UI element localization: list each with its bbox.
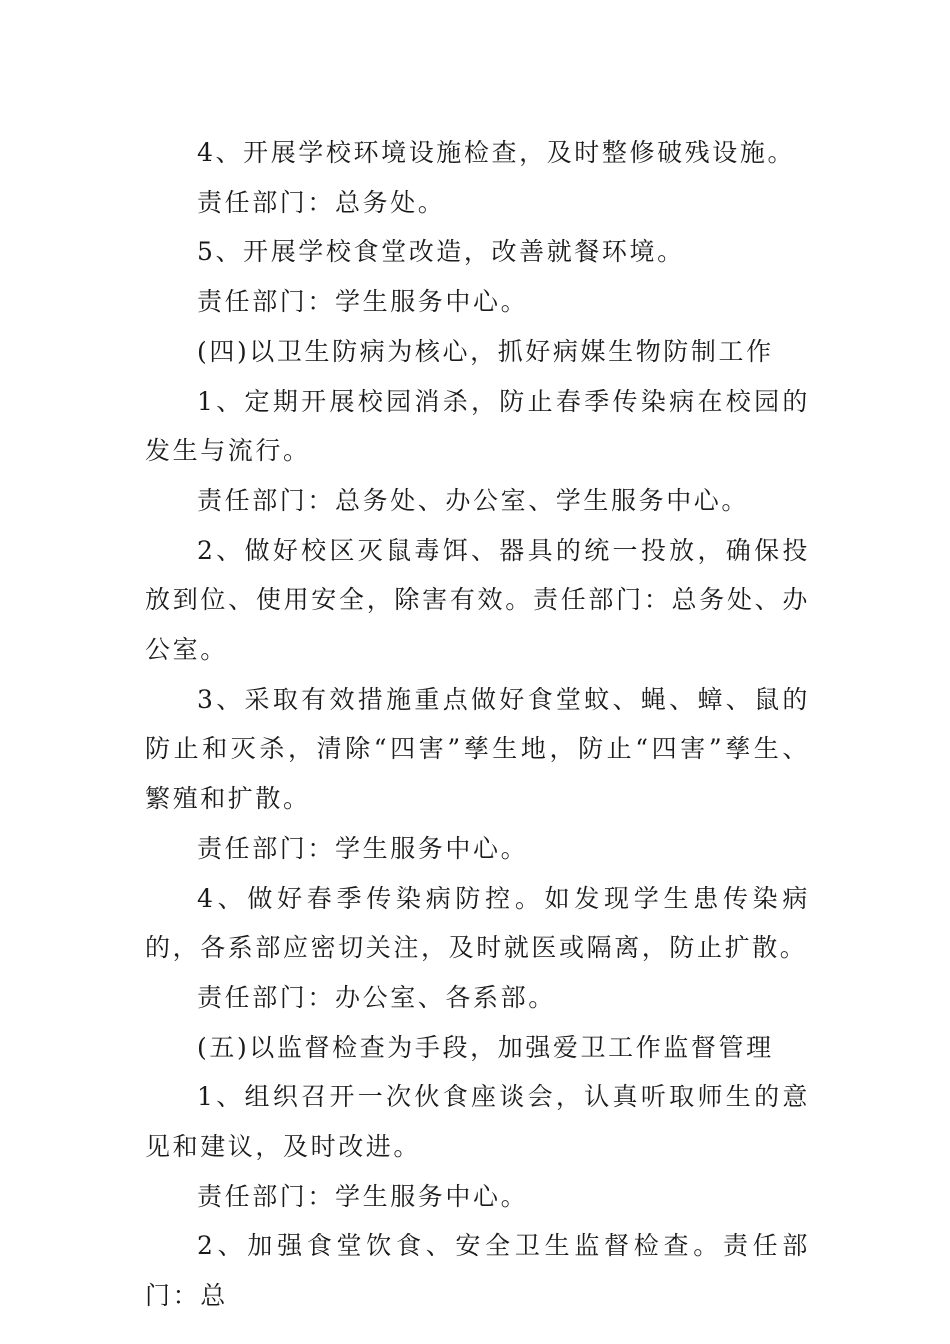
item-1-meal-forum: 1、组织召开一次伙食座谈会，认真听取师生的意见和建议，及时改进。 [145, 1082, 810, 1162]
document-body [145, 128, 810, 1321]
responsible-dept-general-affairs: 责任部门：总务处。 [197, 187, 446, 217]
item-3-pest-control: 3、采取有效措施重点做好食堂蚊、蝇、蟑、鼠的防止和灭杀，清除“四害”孳生地，防止“四害”孳生、繁殖和扩散。 [145, 684, 810, 814]
responsible-dept-student-services-3: 责任部门：学生服务中心。 [197, 1181, 529, 1211]
responsible-dept-student-services-2: 责任部门：学生服务中心。 [197, 833, 529, 863]
item-2-rodent-control: 2、做好校区灭鼠毒饵、器具的统一投放，确保投放到位、使用安全，除害有效。责任部门：总务处、办公室。 [145, 535, 810, 665]
item-5-canteen-renovation: 5、开展学校食堂改造，改善就餐环境。 [197, 237, 685, 267]
item-2-food-safety-inspection: 2、加强食堂饮食、安全卫生监督检查。责任部门：总 [145, 1231, 810, 1311]
section-heading-4: (四)以卫生防病为核心，抓好病媒生物防制工作 [197, 336, 774, 366]
item-4-infectious-disease-control: 4、做好春季传染病防控。如发现学生患传染病的，各系部应密切关注，及时就医或隔离，防止扩散。 [145, 883, 810, 963]
responsible-dept-multiple: 责任部门：总务处、办公室、学生服务中心。 [197, 485, 750, 515]
item-1-campus-disinfection: 1、定期开展校园消杀，防止春季传染病在校园的发生与流行。 [145, 386, 810, 466]
item-4-environment-inspection: 4、开展学校环境设施检查，及时整修破残设施。 [197, 138, 796, 167]
responsible-dept-office-departments: 责任部门：办公室、各系部。 [197, 982, 556, 1012]
section-heading-5: (五)以监督检查为手段，加强爱卫工作监督管理 [197, 1032, 774, 1062]
responsible-dept-student-services: 责任部门：学生服务中心。 [197, 287, 529, 317]
